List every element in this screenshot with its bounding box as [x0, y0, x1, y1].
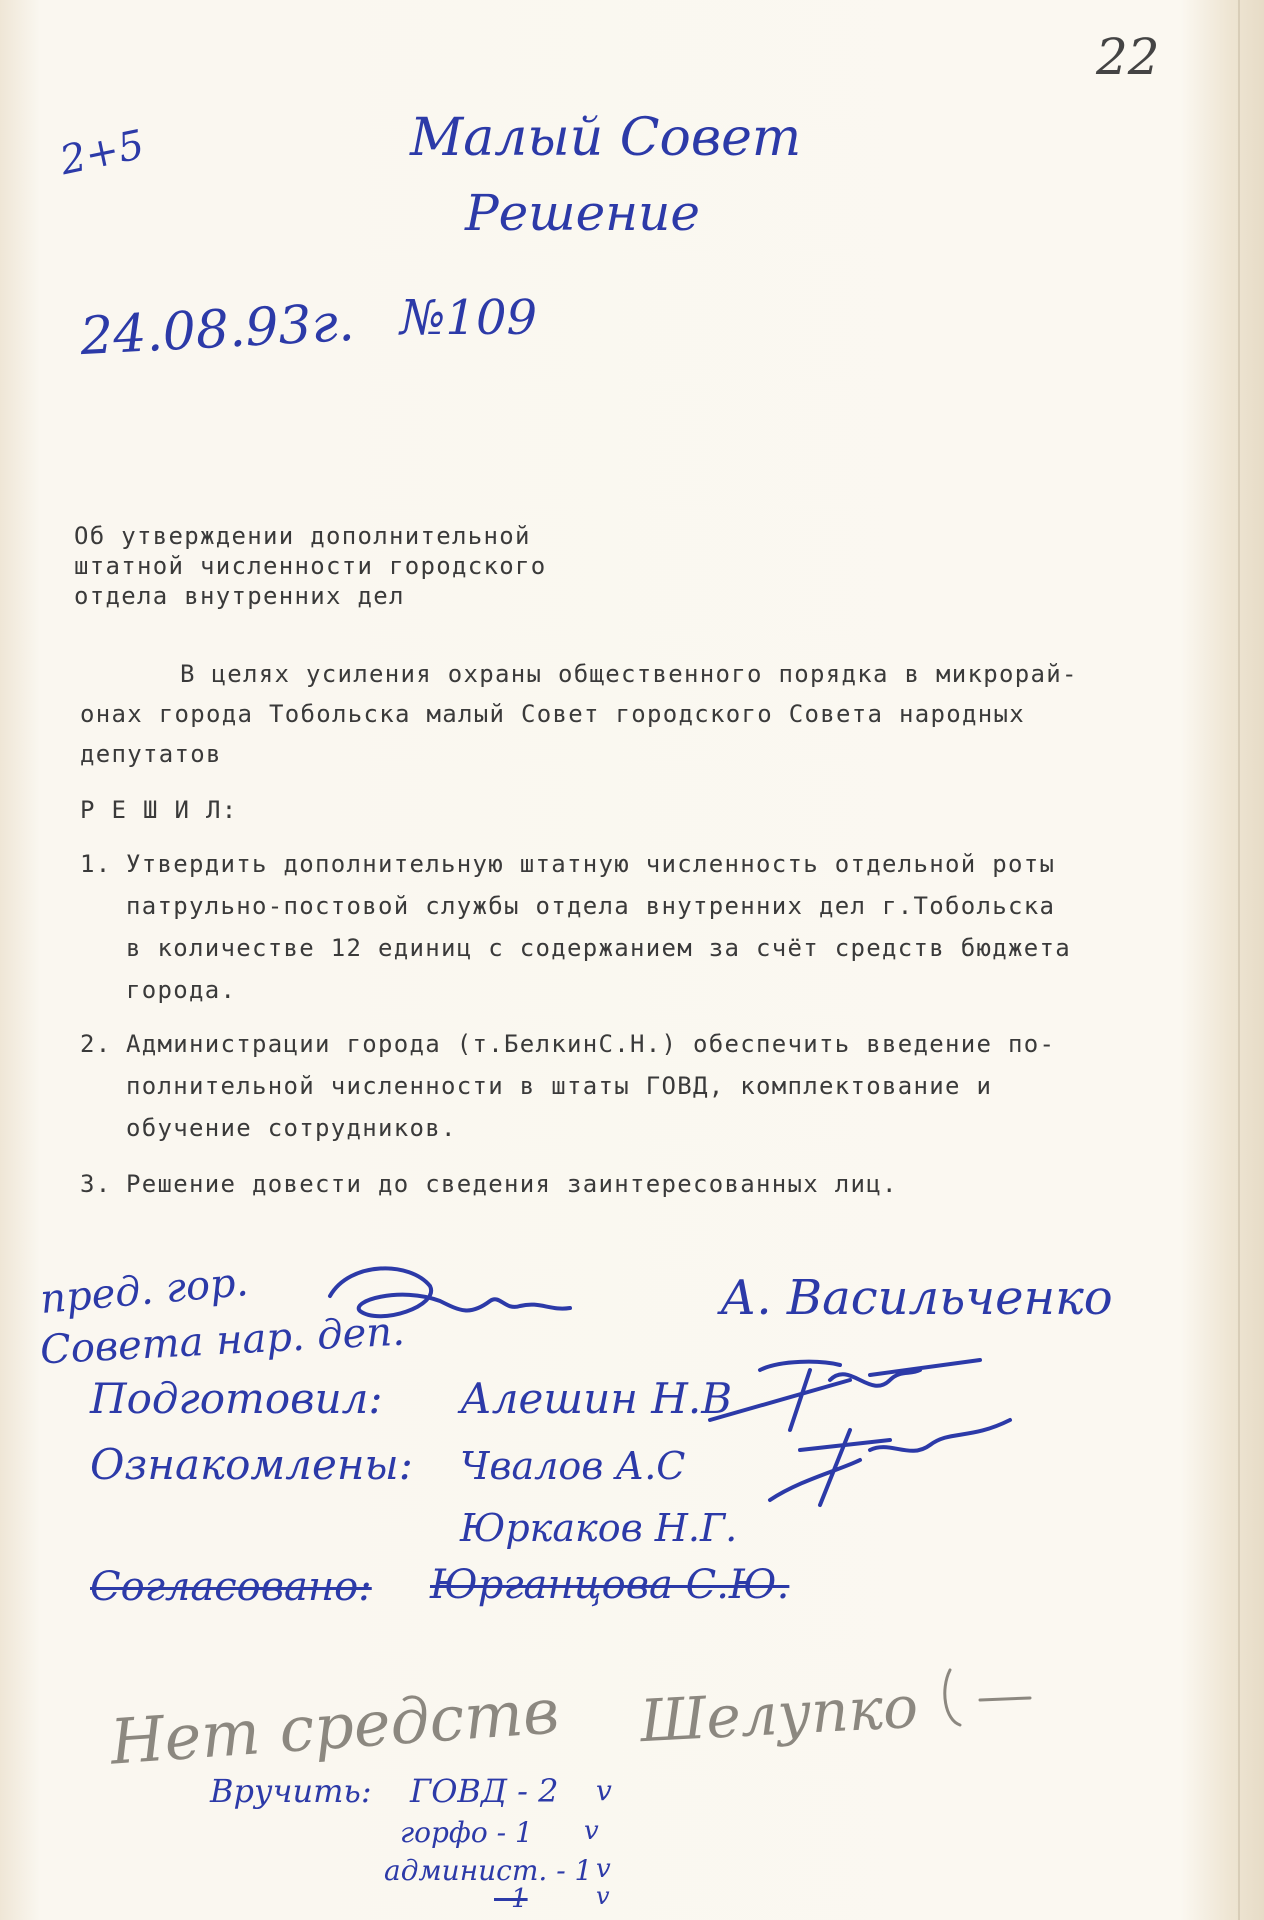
prepared-label: Подготовил: [90, 1374, 383, 1423]
agreed-label: Согласовано: [90, 1564, 372, 1610]
item-line: обучение сотрудников. [126, 1114, 457, 1142]
preamble-line: В целях усиления охраны общественного порядка в микрорай- [180, 660, 1078, 688]
distribution-line-1: ГОВД - 2 [410, 1772, 559, 1810]
distribution-line-4: - 1 [494, 1884, 528, 1914]
item-line: Утвердить дополнительную штатную численность отдельной роты [126, 850, 1056, 878]
page-number: 22 [1096, 28, 1160, 86]
pencil-note-signature: Шелупко [638, 1672, 920, 1756]
acquainted-name-2: Юркаков Н.Г. [460, 1506, 738, 1550]
title-line: отдела внутренних дел [74, 582, 405, 610]
acquainted-label: Ознакомлены: [90, 1440, 413, 1489]
item-line: полнительной численности в штаты ГОВД, комплектование и [126, 1072, 993, 1100]
title-line: Об утверждении дополнительной [74, 522, 531, 550]
acquainted-name-1: Чвалов А.С [460, 1444, 686, 1488]
item-number: 2. [80, 1030, 112, 1058]
decision-date: 24.08.93г. [78, 292, 356, 368]
org-heading: Малый Совет [410, 108, 802, 168]
agreed-name: Юрганцова С.Ю. [430, 1562, 790, 1608]
item-line: города. [126, 976, 237, 1004]
chair-name: А. Васильченко [720, 1270, 1113, 1326]
distribution-line-3: админист. - 1 [384, 1854, 593, 1887]
corner-note: 2+5 [56, 121, 149, 185]
distribution-line-2: горфо - 1 [400, 1816, 533, 1849]
chair-label-line-2: Совета нар. деп. [39, 1308, 406, 1374]
pencil-flourish [920, 1660, 1040, 1740]
decision-number: №109 [400, 290, 538, 346]
acquainted-signature [760, 1410, 1020, 1510]
check-mark: v [584, 1816, 599, 1846]
pencil-note-no-funds: Нет средств [108, 1674, 562, 1779]
item-line: патрульно-постовой службы отдела внутренних дел г.Тобольска [126, 892, 1056, 920]
doc-type-heading: Решение [465, 184, 700, 242]
chair-signature [320, 1256, 580, 1346]
prepared-name: Алешин Н.В [460, 1374, 733, 1423]
chair-label-line-1: пред. гор. [38, 1259, 251, 1323]
distribution-label: Вручить: [210, 1772, 372, 1810]
preamble-line: онах города Тобольска малый Совет городского Совета народных [80, 700, 1025, 728]
item-number: 1. [80, 850, 112, 878]
check-mark: v [596, 1854, 611, 1884]
item-number: 3. [80, 1170, 112, 1198]
decided-heading: Р Е Ш И Л: [80, 796, 238, 824]
preamble-line: депутатов [80, 740, 222, 768]
check-mark: v [596, 1882, 610, 1910]
check-mark: v [596, 1774, 612, 1807]
item-line: Администрации города (т.БелкинС.Н.) обеспечить введение по- [126, 1030, 1056, 1058]
title-line: штатной численности городского [74, 552, 547, 580]
page-edge-shadow [1238, 0, 1240, 1920]
item-line: в количестве 12 единиц с содержанием за счёт средств бюджета [126, 934, 1071, 962]
item-line: Решение довести до сведения заинтересованных лиц. [126, 1170, 898, 1198]
